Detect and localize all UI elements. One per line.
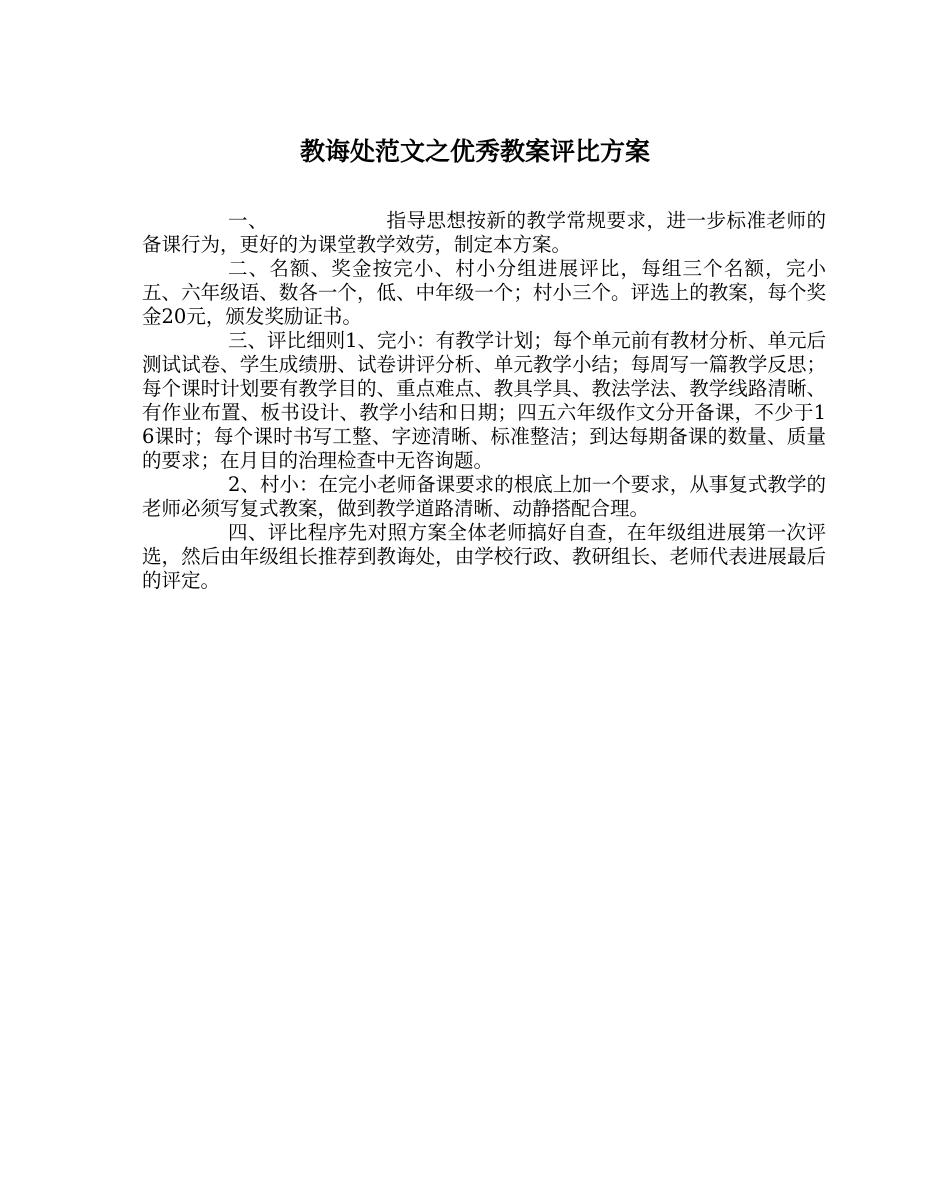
paragraph-guiding-thought [142,209,826,257]
paragraph-village-school: 2、村小：在完小老师备课要求的根底上加一个要求，从事复式教学的老师必须写复式教案，做到教学道路清晰、动静搭配合理。 [142,473,826,520]
document-body [142,209,826,593]
paragraph-prefix: 一、 [228,209,268,232]
paragraph-criteria: 三、评比细则1、完小：有教学计划；每个单元前有教材分析、单元后测试试卷、学生成绩册、试卷讲评分析、单元教学小结；每周写一篇教学反思；每个课时计划要有教学目的、重点难点、教具学具、教法学法、教学线路清晰、有作业布置、板书设计、教学小结和日期；四五六年级作文分开备课，不少于16课时；每个课时书写工整、字迹清晰、标准整洁；到达每期备课的数量、质量的要求；在月目的治理检查中无咨询题。 [142,329,826,472]
paragraph-quota-bonus: 二、名额、奖金按完小、村小分组进展评比，每组三个名额，完小五、六年级语、数各一个，低、中年级一个；村小三个。评选上的教案，每个奖金20元，颁发奖励证书。 [142,257,826,328]
paragraph-procedure: 四、评比程序先对照方案全体老师搞好自查，在年级组进展第一次评选，然后由年级组长推荐到教诲处，由学校行政、教研组长、老师代表进展最后的评定。 [142,521,826,592]
document-title: 教诲处范文之优秀教案评比方案 [299,137,650,166]
paragraph-text: 指导思想按新的教学常规要求，进一步标准老师的备课行为，更好的为课堂教学效劳，制定本方案。 [142,209,826,256]
